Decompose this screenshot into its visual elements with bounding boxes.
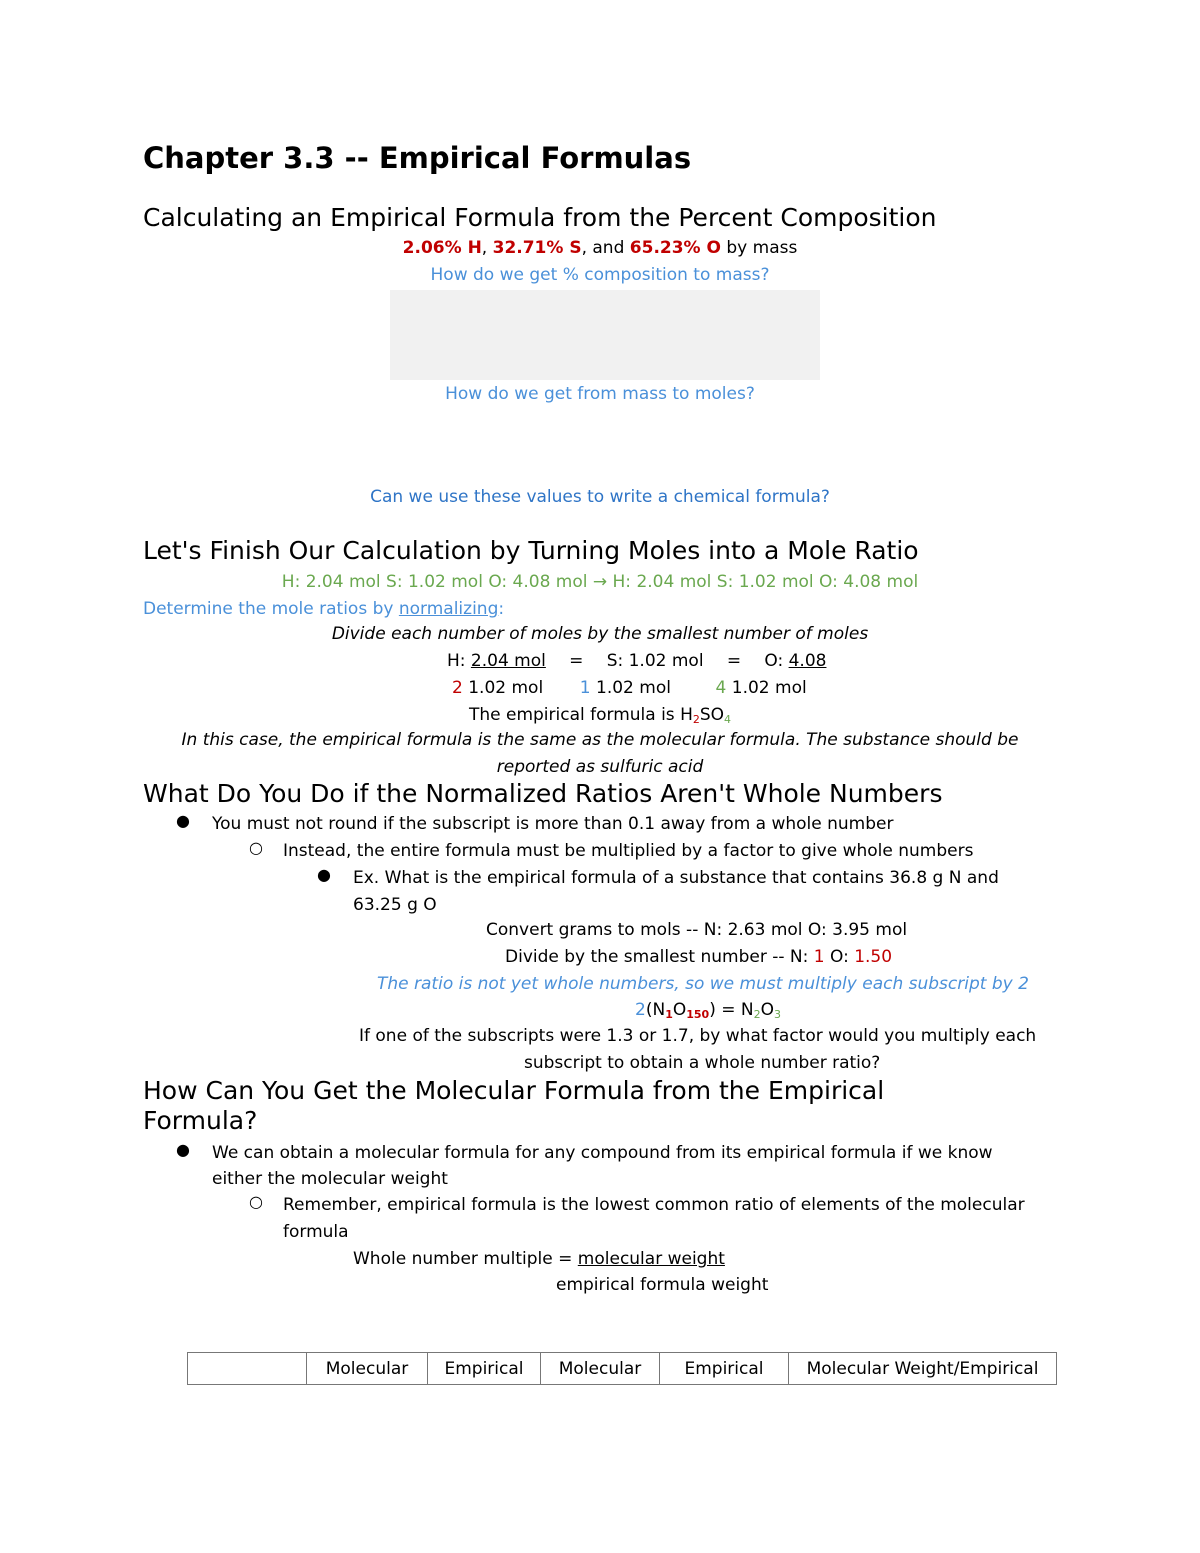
divide-instruction: Divide each number of moles by the smallest number of moles xyxy=(331,624,869,644)
determine-suffix: : xyxy=(498,599,505,619)
table-header-row xyxy=(188,1353,1057,1385)
moles-line: H: 2.04 mol S: 1.02 mol O: 4.08 mol → H: 2.04 mol S: 1.02 mol O: 4.08 mol xyxy=(281,572,919,592)
table-header-cell: Molecular xyxy=(307,1353,428,1385)
empirical-h-sub: 2 xyxy=(692,713,700,726)
ratio-o: 4 xyxy=(715,678,727,698)
bullet-molecular-line-2: either the molecular weight xyxy=(212,1169,448,1189)
divide-prefix: Divide by the smallest number -- N: xyxy=(505,947,814,967)
denom-h: 1.02 mol xyxy=(468,678,544,698)
result-o-sub: 3 xyxy=(774,1008,781,1021)
div-h-label: H: xyxy=(447,651,471,671)
note-line-2: reported as sulfuric acid xyxy=(496,757,704,777)
div-equals-2: = xyxy=(726,651,742,671)
question-mass-to-moles: How do we get from mass to moles? xyxy=(445,384,755,404)
question-composition-to-mass: How do we get % composition to mass? xyxy=(430,265,770,285)
normalizing-link[interactable]: normalizing xyxy=(398,599,499,619)
div-o-value: 4.08 xyxy=(788,651,827,671)
bullet-multiply-rule: Instead, the entire formula must be multiplied by a factor to give whole numbers xyxy=(283,841,974,861)
composition-h: 2.06% H xyxy=(402,238,482,258)
bullet-remember-line-2: formula xyxy=(283,1222,349,1242)
div-s: S: 1.02 mol xyxy=(606,651,704,671)
mult-o: O xyxy=(672,1000,687,1020)
denom-o: 1.02 mol xyxy=(731,678,807,698)
divide-mid: O: xyxy=(824,947,855,967)
bullet-circle-icon: ○ xyxy=(249,1192,263,1211)
mult-close: ) = N xyxy=(709,1000,754,1020)
bullet-remember-line-1: Remember, empirical formula is the lowest common ratio of elements of the molecular xyxy=(283,1195,1025,1215)
mult-factor: 2 xyxy=(635,1000,646,1020)
divide-o-value: 1.50 xyxy=(854,947,893,967)
question-chemical-formula: Can we use these values to write a chemical formula? xyxy=(370,487,830,507)
composition-tail: by mass xyxy=(720,238,798,258)
bullet-round-rule: You must not round if the subscript is more than 0.1 away from a whole number xyxy=(212,814,894,834)
molecular-table xyxy=(187,1352,1057,1385)
example-line-1: Ex. What is the empirical formula of a substance that contains 36.8 g N and xyxy=(353,868,999,888)
divide-smallest-line xyxy=(505,946,892,968)
bullet-molecular-line-1: We can obtain a molecular formula for any compound from its empirical formula if we know xyxy=(212,1143,993,1163)
faded-watermark-image xyxy=(390,290,820,380)
composition-sep2: , and xyxy=(581,238,630,258)
denom-s: 1.02 mol xyxy=(596,678,671,698)
result-o: O xyxy=(760,1000,774,1020)
mult-o-sub: 150 xyxy=(686,1008,710,1021)
divide-n-value: 1 xyxy=(813,947,825,967)
empirical-prefix: The empirical formula is H xyxy=(468,705,693,725)
result-n-sub: 2 xyxy=(753,1008,761,1021)
multiple-denominator: empirical formula weight xyxy=(556,1275,769,1295)
multiple-formula xyxy=(353,1248,725,1270)
bullet-square-icon: ● xyxy=(317,865,331,884)
convert-line: Convert grams to mols -- N: 2.63 mol O: 3.95 mol xyxy=(486,920,908,940)
multiple-prefix: Whole number multiple = xyxy=(353,1249,578,1269)
composition-o: 65.23% O xyxy=(629,238,721,258)
mult-n-sub: 1 xyxy=(665,1008,673,1021)
div-h-value: 2.04 mol xyxy=(470,651,546,671)
empirical-so: SO xyxy=(699,705,725,725)
determine-prefix: Determine the mole ratios by xyxy=(143,599,399,619)
determine-line xyxy=(143,598,504,620)
section-heading-not-whole: What Do You Do if the Normalized Ratios Aren't Whole Numbers xyxy=(143,779,943,808)
composition-s: 32.71% S xyxy=(492,238,582,258)
multiplication-line xyxy=(635,999,781,1026)
bullet-disc-icon: ● xyxy=(176,1140,190,1159)
ratio-s: 1 xyxy=(579,678,591,698)
multiple-numerator: molecular weight xyxy=(577,1249,725,1269)
example-line-2: 63.25 g O xyxy=(353,895,437,915)
question-line-2: subscript to obtain a whole number ratio? xyxy=(524,1053,881,1073)
section-heading-mole-ratio: Let's Finish Our Calculation by Turning Moles into a Mole Ratio xyxy=(143,536,919,565)
division-denominators xyxy=(452,677,807,699)
empirical-formula-result xyxy=(143,704,1057,731)
ratio-h: 2 xyxy=(452,678,463,698)
table-header-cell: Molecular Weight/Empirical xyxy=(789,1353,1057,1385)
page-title: Chapter 3.3 -- Empirical Formulas xyxy=(143,141,692,175)
division-numerators xyxy=(447,650,826,672)
question-line-1: If one of the subscripts were 1.3 or 1.7, by what factor would you multiply each xyxy=(359,1026,1037,1046)
composition-sep1: , xyxy=(481,238,493,258)
empirical-o-sub: 4 xyxy=(724,713,732,726)
section-heading-percent-composition: Calculating an Empirical Formula from the Percent Composition xyxy=(143,203,937,232)
div-equals-1: = xyxy=(569,651,584,671)
table-header-cell: Empirical xyxy=(428,1353,541,1385)
table-header-cell: Empirical xyxy=(660,1353,789,1385)
section-heading-molecular-line-1: How Can You Get the Molecular Formula from the Empirical xyxy=(143,1076,885,1105)
section-heading-molecular-line-2: Formula? xyxy=(143,1106,258,1135)
bullet-circle-icon: ○ xyxy=(249,838,263,857)
note-line-1: In this case, the empirical formula is the same as the molecular formula. The substance should be xyxy=(181,730,1019,750)
div-o-label: O: xyxy=(764,651,789,671)
table-header-cell xyxy=(188,1353,307,1385)
composition-line xyxy=(143,237,1057,259)
bullet-disc-icon: ● xyxy=(176,811,190,830)
table-header-cell: Molecular xyxy=(541,1353,660,1385)
mult-open: (N xyxy=(645,1000,666,1020)
ratio-note: The ratio is not yet whole numbers, so we must multiply each subscript by 2 xyxy=(377,974,1029,994)
